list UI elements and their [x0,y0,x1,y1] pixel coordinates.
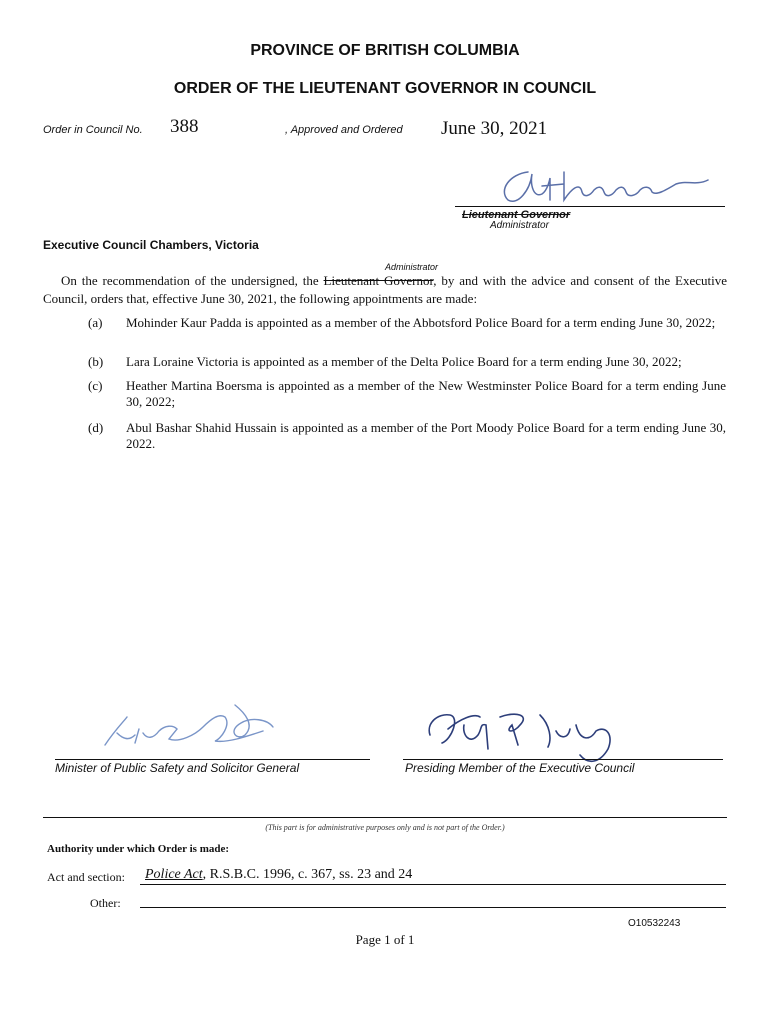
oic-number: 388 [170,116,199,137]
signature-line-top [455,206,725,207]
appointment-label: (d) [88,420,104,435]
appointment-item [88,354,726,370]
province-heading: PROVINCE OF BRITISH COLUMBIA [250,42,520,59]
document-number: O10532243 [628,918,681,929]
other-line [140,907,726,908]
presiding-signature-line [403,759,723,760]
page-number: Page 1 of 1 [355,932,415,947]
oic-label: Order in Council No. [43,124,143,136]
appointment-text: Heather Martina Boersma is appointed as a member of the New Westminster Police Board for a term ending June 30, 2022; [126,378,726,409]
approved-label: , Approved and Ordered [285,124,403,136]
minister-signature-line [55,759,370,760]
administrator-title: Administrator [490,220,549,231]
act-and-section-label: Act and section: [47,870,125,884]
recommendation-struck: Lieutenant Governor [323,273,434,288]
act-line [140,884,726,885]
minister-signature [95,695,295,755]
appointment-item [88,420,726,452]
appointment-label: (b) [88,354,104,369]
authority-heading: Authority under which Order is made: [47,843,230,855]
presiding-member-title: Presiding Member of the Executive Council [405,761,635,775]
appointment-item [88,378,726,410]
executive-council-chambers: Executive Council Chambers, Victoria [43,238,259,252]
appointment-text: Lara Loraine Victoria is appointed as a member of the Delta Police Board for a term ending June 30, 2022; [126,354,682,369]
appointment-item [88,315,726,331]
administrator-insert: Administrator [385,262,439,272]
order-title: ORDER OF THE LIEUTENANT GOVERNOR IN COUNCIL [173,80,597,97]
divider [43,817,727,818]
act-and-section-value [145,867,412,883]
recommendation-paragraph [43,272,727,308]
approved-date: June 30, 2021 [441,118,548,139]
act-name: Police Act [145,867,203,882]
administrator-signature [490,160,720,210]
appointment-label: (a) [88,315,103,330]
recommendation-text-after: , by and with the advice and consent of the Executive Council, orders that, effective June 30, 2021, the following appointments are made: [43,273,727,306]
appointment-text: Abul Bashar Shahid Hussain is appointed as a member of the Port Moody Police Board for a term ending June 30, 2022. [126,420,726,451]
appointment-label: (c) [88,378,103,393]
lieutenant-governor-struck: Lieutenant Governor [462,209,571,221]
recommendation-text-before: On the recommendation of the undersigned, the [61,273,324,288]
other-label: Other: [90,896,121,910]
administrative-note: (This part is for administrative purposes only and is not part of the Order.) [265,823,505,832]
act-section: , R.S.B.C. 1996, c. 367, ss. 23 and 24 [202,867,413,882]
minister-title: Minister of Public Safety and Solicitor General [55,761,300,775]
appointment-text: Mohinder Kaur Padda is appointed as a member of the Abbotsford Police Board for a term ending June 30, 2022; [126,315,716,330]
